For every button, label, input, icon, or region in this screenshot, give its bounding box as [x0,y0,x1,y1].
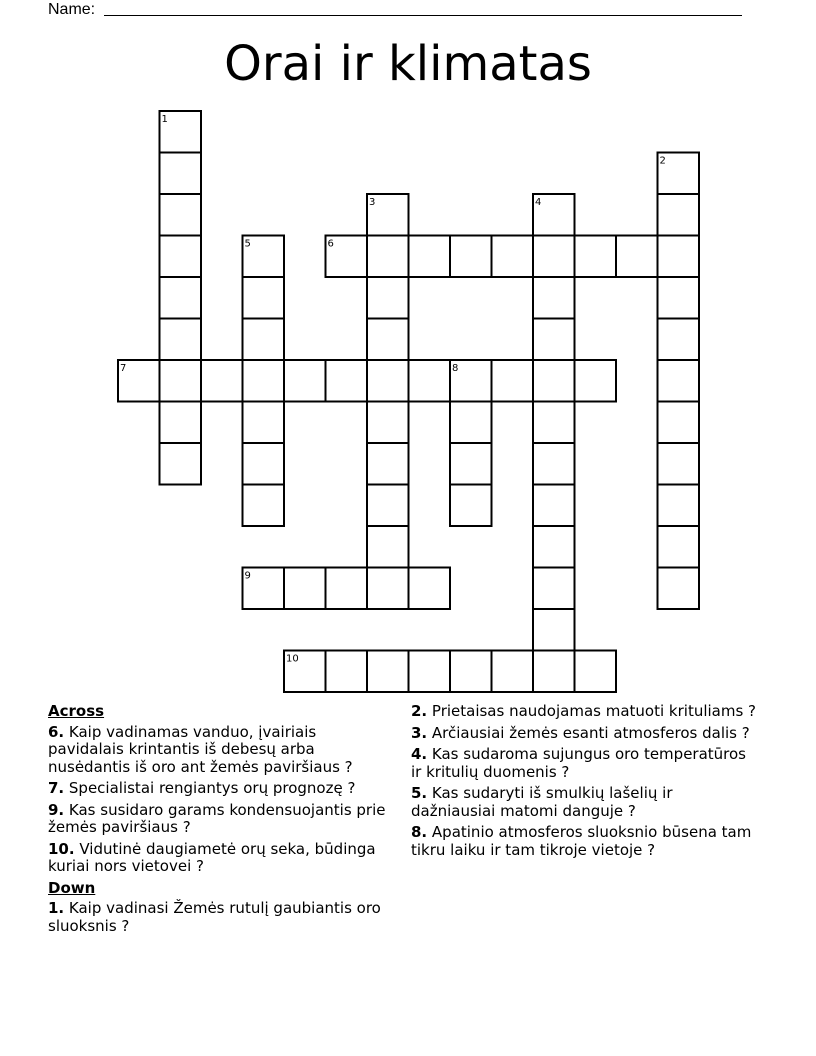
clue-item [411,725,761,743]
clue-number-label: 5 [244,238,251,250]
crossword-cell[interactable] [575,360,617,402]
crossword-cell[interactable] [450,236,492,278]
crossword-cell[interactable] [533,402,575,444]
crossword-cell[interactable] [160,153,202,195]
crossword-cell[interactable] [160,319,202,361]
clue-item [48,724,393,777]
clue-text: Vidutinė daugiametė orų seka, būdinga kuriai nors vietovei ? [48,839,376,875]
crossword-cell[interactable] [367,277,409,319]
clue-text: Prietaisas naudojamas matuoti krituliams ? [427,702,757,720]
clue-item [48,841,393,876]
clue-item [411,824,761,859]
clue-number-label: 8 [452,363,459,374]
crossword-cell[interactable] [201,360,243,402]
clue-item [411,785,761,820]
down-heading: Down [48,878,96,897]
crossword-cell[interactable] [533,485,575,527]
clue-number-label: 10 [286,653,299,665]
crossword-cell[interactable] [367,485,409,527]
crossword-cell[interactable] [533,277,575,319]
crossword-cell[interactable] [160,277,202,319]
crossword-cell[interactable] [450,443,492,485]
crossword-cell[interactable] [284,568,326,610]
crossword-cell[interactable] [367,526,409,568]
clue-number-label: 1 [161,114,168,125]
crossword-cell[interactable] [160,194,202,236]
clues-right-column [411,703,761,863]
crossword-cell[interactable] [367,568,409,610]
page-title: Orai ir klimatas [224,36,592,92]
clue-number: 7. [48,779,65,797]
crossword-cell[interactable] [658,277,700,319]
crossword-cell[interactable] [367,319,409,361]
crossword-cell[interactable] [658,194,700,236]
clue-text: Kas sudaroma sujungus oro temperatūros ir kritulių duomenis ? [411,745,747,781]
clue-number: 5. [411,784,428,802]
clue-number: 2. [411,702,428,720]
crossword-cell[interactable] [243,360,285,402]
clue-number-label: 4 [535,197,542,208]
crossword-cell[interactable] [575,651,617,693]
clue-item [48,780,393,798]
crossword-cell[interactable] [284,360,326,402]
clue-number: 4. [411,745,428,763]
clue-item [48,900,393,935]
crossword-cell[interactable] [450,402,492,444]
crossword-cell[interactable] [492,360,534,402]
crossword-cell[interactable] [450,651,492,693]
crossword-cell[interactable] [533,360,575,402]
clue-text: Apatinio atmosferos sluoksnio būsena tam tikru laiku ir tam tikroje vietoje ? [411,823,752,859]
crossword-cell[interactable] [367,443,409,485]
crossword-cell[interactable] [243,485,285,527]
clue-number: 6. [48,722,65,741]
clue-item [48,802,393,837]
clue-number: 10. [48,839,75,858]
crossword-cell[interactable] [326,360,368,402]
crossword-cell[interactable] [367,651,409,693]
crossword-cell[interactable] [575,236,617,278]
name-label: Name: [48,1,96,18]
crossword-cell[interactable] [658,485,700,527]
crossword-cell[interactable] [160,360,202,402]
crossword-cell[interactable] [533,526,575,568]
clue-text: Kas susidaro garams kondensuojantis prie žemės paviršiaus ? [48,800,386,836]
crossword-cell[interactable] [658,319,700,361]
clue-number: 8. [411,823,428,841]
clue-item [411,703,761,721]
clue-number-label: 3 [369,197,376,208]
clue-number: 9. [48,800,65,819]
crossword-cell[interactable] [409,236,451,278]
crossword-cell[interactable] [658,236,700,278]
clue-number-label: 7 [120,363,127,374]
crossword-cell[interactable] [450,485,492,527]
clue-number: 1. [48,899,65,917]
crossword-cell[interactable] [616,236,658,278]
crossword-cell[interactable] [533,443,575,485]
clue-number-label: 2 [659,155,666,167]
crossword-cell[interactable] [658,402,700,444]
clue-text: Arčiausiai žemės esanti atmosferos dalis ? [427,723,750,742]
crossword-cell[interactable] [658,526,700,568]
crossword-cell[interactable] [533,568,575,610]
crossword-cell[interactable] [367,236,409,278]
crossword-cell[interactable] [658,568,700,610]
crossword-cell[interactable] [409,651,451,693]
clue-number: 3. [411,723,428,742]
crossword-cell[interactable] [243,319,285,361]
crossword-cell[interactable] [533,609,575,651]
crossword-cell[interactable] [326,568,368,610]
crossword-cell[interactable] [160,443,202,485]
crossword-cell[interactable] [160,402,202,444]
crossword-cell[interactable] [243,277,285,319]
crossword-cell[interactable] [409,568,451,610]
crossword-cell[interactable] [367,402,409,444]
clue-text: Kaip vadinasi Žemės rutulį gaubiantis oro sluoksnis ? [48,899,381,935]
clue-number-label: 9 [244,570,251,582]
clue-text: Kas sudaryti iš smulkių lašelių ir dažniausiai matomi danguje ? [411,784,673,820]
crossword-cell[interactable] [243,402,285,444]
crossword-cell[interactable] [658,443,700,485]
clues-left-column [48,703,393,939]
crossword-cell[interactable] [367,360,409,402]
crossword-cell[interactable] [492,236,534,278]
crossword-cell[interactable] [243,443,285,485]
clue-number-label: 6 [327,238,334,250]
across-heading: Across [48,702,105,720]
crossword-cell[interactable] [533,236,575,278]
crossword-cell[interactable] [326,651,368,693]
crossword-cell[interactable] [658,360,700,402]
crossword-cell[interactable] [492,651,534,693]
crossword-cell[interactable] [409,360,451,402]
clue-item [411,746,761,781]
crossword-cell[interactable] [533,319,575,361]
crossword-cell[interactable] [533,651,575,693]
clue-text: Kaip vadinamas vanduo, įvairiais pavidalais krintantis iš debesų arba nusėdantis iš oro ant žemės paviršiaus ? [48,722,353,776]
clue-text: Specialistai rengiantys orų prognozę ? [64,779,356,797]
crossword-cell[interactable] [160,236,202,278]
